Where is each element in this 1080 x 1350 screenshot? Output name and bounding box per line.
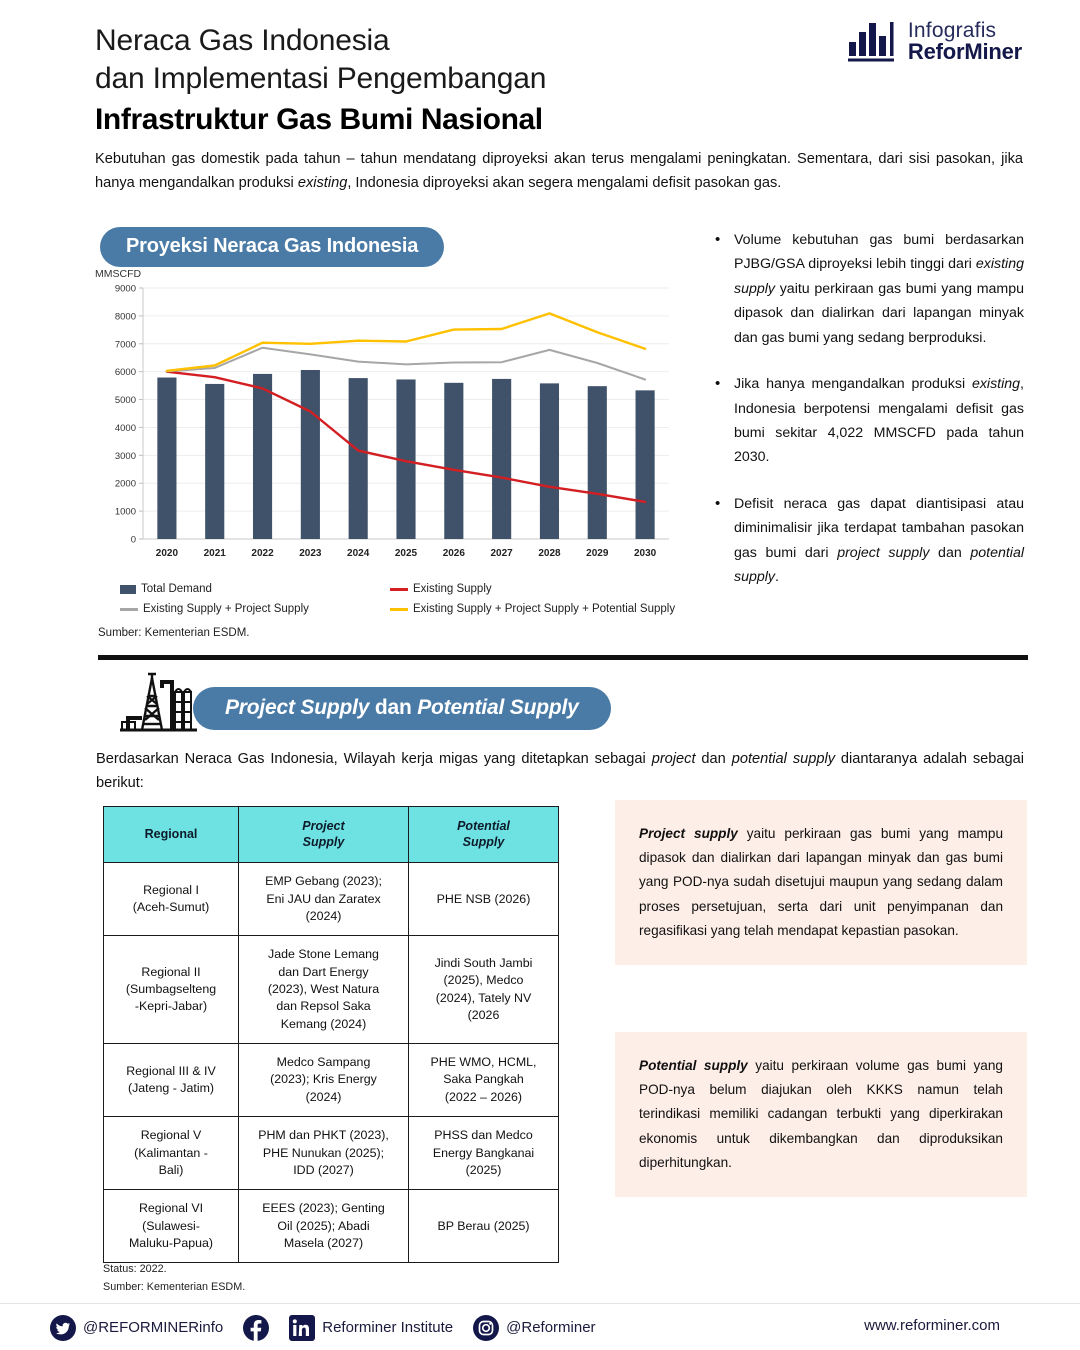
pill-italic-potential: Potential Supply: [417, 696, 579, 719]
legend-label-3: Existing Supply + Project Supply + Potential Supply: [413, 603, 676, 615]
linkedin-icon: [289, 1315, 315, 1341]
supply-table: [103, 806, 559, 1263]
intro-part2: , Indonesia diproyeksi akan segera mengalami defisit pasokan gas.: [347, 174, 782, 191]
intro-italic1: existing: [297, 174, 348, 191]
legend-swatch-line-icon: [120, 608, 138, 611]
chart-unit-label: MMSCFD: [95, 268, 142, 280]
section-divider: [98, 655, 1028, 660]
chart-canvas: [95, 280, 675, 575]
cell-regional: Regional II (Sumbagselteng -Kepri-Jabar): [104, 936, 239, 1044]
intro-part1: Kebutuhan gas domestik pada tahun – tahun mendatang diproyeksi akan terus mengalami peningkatan. Sementara, dari sisi pasokan, jika hanya mengandalkan produksi: [95, 151, 1023, 191]
svg-text:2000: 2000: [114, 478, 136, 490]
footer-linkedin-label: Reforminer Institute: [322, 1319, 454, 1336]
table-source-note: Sumber: Kementerian ESDM.: [103, 1281, 246, 1293]
col-header-potential-l1: Potential: [457, 819, 510, 833]
supply-table-wrapper: [103, 806, 558, 1263]
pill-italic-project: Project Supply: [225, 696, 370, 719]
definition-term-potential: Potential supply: [639, 1058, 748, 1073]
bullet-2-p3: .: [775, 569, 779, 586]
svg-text:2021: 2021: [203, 548, 226, 559]
definition-term-project: Project supply: [639, 826, 738, 841]
list-item: [712, 228, 1024, 350]
svg-text:1000: 1000: [114, 506, 136, 518]
cell-potential-supply: Jindi South Jambi (2025), Medco (2024), Tately NV (2026: [409, 936, 559, 1044]
table-header-row: [104, 807, 559, 863]
legend-row-1: [120, 583, 680, 595]
oil-rig-icon: [118, 668, 200, 738]
chart-title-pill-wrapper: [100, 227, 444, 267]
cell-regional: Regional V (Kalimantan - Bali): [104, 1117, 239, 1190]
cell-project-supply: EEES (2023); Genting Oil (2025); Abadi Masela (2027): [239, 1190, 409, 1263]
cell-project-supply: Jade Stone Lemang dan Dart Energy (2023), West Natura dan Repsol Saka Kemang (2024): [239, 936, 409, 1044]
para2-p1: Berdasarkan Neraca Gas Indonesia, Wilayah kerja migas yang ditetapkan sebagai: [96, 751, 652, 767]
cell-potential-supply: PHSS dan Medco Energy Bangkanai (2025): [409, 1117, 559, 1190]
cell-potential-supply: PHE WMO, HCML, Saka Pangkah (2022 – 2026): [409, 1044, 559, 1117]
reforminer-logo: [847, 20, 1022, 64]
table-row: [104, 1044, 559, 1117]
cell-regional: Regional III & IV (Jateng - Jatim): [104, 1044, 239, 1117]
chart-legend: [120, 583, 680, 623]
bullet-0-p2: yaitu perkiraan gas bumi yang mampu dipasok dan dialirkan dari lapangan minyak dan gas bumi yang sedang berproduksi.: [734, 280, 1024, 346]
col-header-project-l1: Project: [302, 819, 345, 833]
bullet-0-p1: Volume kebutuhan gas bumi berdasarkan PJBG/GSA diproyeksi lebih tinggi dari: [734, 232, 1024, 273]
footer-linkedin[interactable]: [289, 1315, 453, 1341]
bullet-2-p2: dan: [929, 544, 971, 561]
gas-balance-chart: [95, 268, 675, 568]
footer-website-url[interactable]: www.reforminer.com: [864, 1317, 1000, 1334]
para2-p2: dan: [695, 751, 732, 767]
bullet-1-p2: , Indonesia berpotensi mengalami defisit gas bumi sekitar 4,022 MMSCFD pada tahun 2030.: [734, 376, 1024, 466]
svg-text:2023: 2023: [299, 548, 322, 559]
bullet-0-i1: existing supply: [734, 256, 1024, 297]
bullet-1-p1: Jika hanya mengandalkan produksi: [734, 376, 972, 393]
page-footer: [50, 1305, 1030, 1350]
svg-text:2022: 2022: [251, 548, 274, 559]
svg-text:4000: 4000: [114, 422, 136, 434]
svg-text:2025: 2025: [394, 548, 418, 559]
table-row: [104, 1190, 559, 1263]
intro-paragraph: [95, 148, 1023, 195]
legend-label-0: Total Demand: [141, 583, 212, 595]
key-points-list: [712, 228, 1024, 611]
list-item: [712, 372, 1024, 470]
col-header-project-l2: Supply: [302, 834, 345, 849]
page-title-line1: Neraca Gas Indonesia: [95, 24, 390, 57]
logo-line-reforminer: ReforMiner: [907, 39, 1022, 65]
definition-text-project: yaitu perkiraan gas bumi yang mampu dipasok dan dialirkan dari lapangan minyak dan gas bumi yang POD-nya sudah disetujui maupun yang sedang dalam proses persetujuan, serta dari unit penyimpanan dan regasifikasi yang telah mendapat kepastian pasokan.: [639, 826, 1003, 938]
chart-title-pill: Proyeksi Neraca Gas Indonesia: [100, 227, 444, 267]
legend-swatch-line-icon: [390, 608, 408, 611]
para2-i1: project: [651, 751, 696, 767]
pill-plain-dan: dan: [369, 696, 418, 719]
list-item: [712, 492, 1024, 590]
table-row: [104, 1117, 559, 1190]
bullet-2-p1: Defisit neraca gas dapat diantisipasi atau diminimalisir jika terdapat tambahan pasokan gas bumi dari: [734, 495, 1024, 561]
section2-title-pill: [193, 687, 611, 730]
footer-divider: [0, 1303, 1080, 1304]
svg-text:8000: 8000: [114, 311, 136, 323]
svg-text:2020: 2020: [155, 548, 179, 559]
svg-text:3000: 3000: [114, 450, 136, 462]
legend-swatch-box-icon: [120, 585, 136, 594]
svg-text:2027: 2027: [490, 548, 513, 559]
svg-text:0: 0: [130, 534, 136, 546]
footer-facebook[interactable]: [243, 1315, 269, 1341]
col-header-regional: Regional: [104, 807, 239, 863]
svg-text:2028: 2028: [538, 548, 561, 559]
cell-project-supply: PHM dan PHKT (2023), PHE Nunukan (2025); IDD (2027): [239, 1117, 409, 1190]
bullet-2-i2: potential supply: [734, 544, 1024, 586]
definition-text-potential: yaitu perkiraan volume gas bumi yang POD-nya belum diajukan oleh KKKS namun telah terindikasi memiliki cadangan terbukti yang diperkirakan ekonomis untuk dikembangkan dan diproduksikan diperhitungkan.: [639, 1058, 1003, 1170]
page-title-line3: Infrastruktur Gas Bumi Nasional: [95, 102, 543, 136]
bullet-1-i1: existing: [971, 376, 1021, 393]
para2-p3: diantaranya adalah sebagai berikut:: [96, 751, 1024, 791]
bar-chart-logo-icon: [847, 20, 899, 64]
cell-project-supply: EMP Gebang (2023); Eni JAU dan Zaratex (2024): [239, 863, 409, 936]
page-header: [95, 22, 815, 139]
svg-text:5000: 5000: [114, 395, 136, 407]
definition-box-project-supply: [615, 800, 1027, 965]
facebook-icon: [243, 1315, 269, 1341]
svg-text:7000: 7000: [114, 339, 136, 351]
legend-label-1: Existing Supply: [413, 583, 492, 595]
svg-text:9000: 9000: [114, 283, 136, 295]
svg-text:2030: 2030: [633, 548, 657, 559]
footer-instagram-label: @Reforminer: [506, 1319, 596, 1336]
table-body: [104, 863, 559, 1263]
section2-title-pill-wrapper: [193, 687, 611, 730]
logo-line-infografis: Infografis: [907, 19, 997, 43]
col-header-potential-supply: [409, 807, 559, 863]
legend-item-existing-supply: [390, 583, 680, 595]
table-row: [104, 863, 559, 936]
legend-item-project-supply: [120, 603, 390, 615]
svg-text:2026: 2026: [442, 548, 465, 559]
chart-source-note: Sumber: Kementerian ESDM.: [98, 627, 250, 639]
legend-row-2: [120, 603, 680, 615]
para2-i2: potential supply: [731, 751, 836, 767]
svg-text:2029: 2029: [586, 548, 609, 559]
instagram-icon: [473, 1315, 499, 1341]
footer-twitter-label: @REFORMINERinfo: [83, 1319, 224, 1336]
svg-text:2024: 2024: [347, 548, 370, 559]
legend-label-2: Existing Supply + Project Supply: [143, 603, 309, 615]
section2-paragraph: [96, 748, 1024, 795]
table-row: [104, 936, 559, 1044]
twitter-icon: [50, 1315, 76, 1341]
footer-instagram[interactable]: [473, 1315, 595, 1341]
page-title-line2: dan Implementasi Pengembangan: [95, 61, 547, 95]
cell-regional: Regional I (Aceh-Sumut): [104, 863, 239, 936]
legend-swatch-line-icon: [390, 588, 408, 591]
cell-potential-supply: PHE NSB (2026): [409, 863, 559, 936]
cell-potential-supply: BP Berau (2025): [409, 1190, 559, 1263]
legend-item-total-demand: [120, 583, 390, 595]
bullet-2-i1: project supply: [837, 544, 930, 561]
footer-twitter[interactable]: [50, 1315, 223, 1341]
col-header-project-supply: [239, 807, 409, 863]
legend-item-potential-supply: [390, 603, 680, 615]
table-status-note: Status: 2022.: [103, 1263, 167, 1275]
cell-regional: Regional VI (Sulawesi- Maluku-Papua): [104, 1190, 239, 1263]
definition-box-potential-supply: [615, 1032, 1027, 1197]
col-header-potential-l2: Supply: [462, 834, 505, 849]
svg-text:6000: 6000: [114, 367, 136, 379]
cell-project-supply: Medco Sampang (2023); Kris Energy (2024): [239, 1044, 409, 1117]
